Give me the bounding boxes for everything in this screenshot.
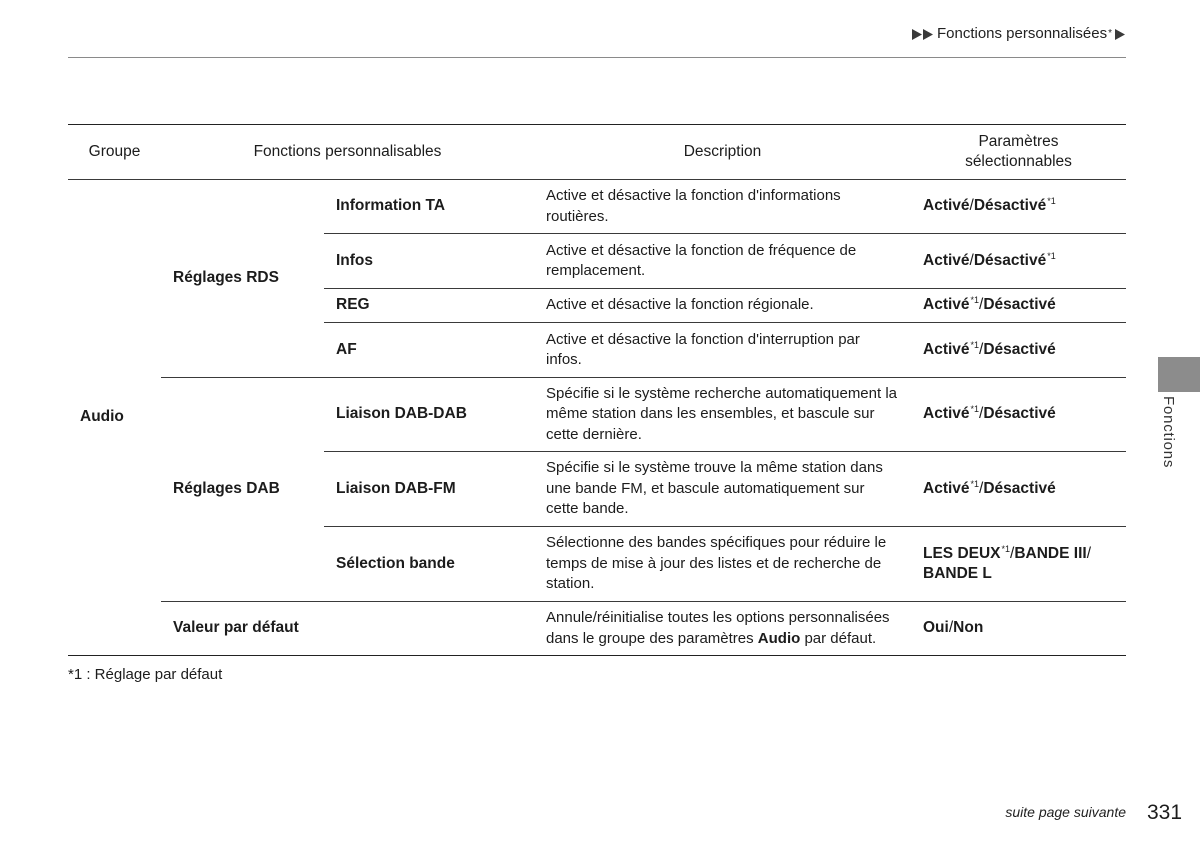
setting-option: Désactivé xyxy=(973,251,1047,269)
continued-note: suite page suivante xyxy=(1005,804,1126,820)
function-description xyxy=(534,289,911,323)
footnote: *1 : Réglage par défaut xyxy=(68,666,223,683)
description-line: infos. xyxy=(546,351,582,368)
default-mark: *1 xyxy=(1001,543,1011,554)
function-settings xyxy=(911,602,1126,656)
default-mark: *1 xyxy=(970,339,980,350)
table-row xyxy=(68,180,1126,234)
setting-separator: / xyxy=(948,619,954,637)
right-triangle-icon xyxy=(1114,29,1126,40)
section-cell-rds: Réglages RDS xyxy=(161,180,324,378)
setting-option: Désactivé xyxy=(983,296,1056,314)
setting-option: Activé xyxy=(923,251,970,269)
table-row xyxy=(68,378,1126,452)
setting-separator: / xyxy=(969,251,974,269)
description-line: temps de mise à jour des listes et de recherche de xyxy=(546,554,882,572)
function-description xyxy=(534,602,911,656)
function-name: Sélection bande xyxy=(324,527,534,602)
description-line: Spécifie si le système recherche automatiquement la xyxy=(546,384,898,402)
setting-separator: / xyxy=(979,479,984,497)
table-row xyxy=(68,602,1126,656)
function-settings xyxy=(911,452,1126,527)
description-text: par défaut. xyxy=(800,629,877,647)
description-line: cette dernière. xyxy=(546,425,642,443)
function-description xyxy=(534,323,911,378)
default-mark: *1 xyxy=(970,478,980,489)
default-mark: *1 xyxy=(1047,196,1056,207)
header-settings xyxy=(911,125,1126,180)
description-line: Active et désactive la fonction d'informations xyxy=(546,187,841,204)
default-mark: *1 xyxy=(970,295,980,306)
breadcrumb-label: Fonctions personnalisées xyxy=(936,25,1108,42)
function-description xyxy=(534,527,911,602)
setting-option: Activé xyxy=(923,340,970,358)
setting-option: Désactivé xyxy=(973,197,1047,215)
default-mark: *1 xyxy=(970,404,980,415)
description-text: dans le groupe des paramètres xyxy=(546,629,758,647)
header-settings-line: Paramètres xyxy=(978,132,1059,150)
function-settings xyxy=(911,527,1126,602)
side-tab xyxy=(1158,357,1200,392)
setting-option: Activé xyxy=(923,405,970,423)
setting-separator: / xyxy=(979,405,984,423)
group-cell: Audio xyxy=(68,180,161,656)
setting-option: Désactivé xyxy=(983,479,1056,497)
description-line: Active et désactive la fonction de fréquence de xyxy=(546,241,857,259)
function-description xyxy=(534,378,911,452)
function-name: AF xyxy=(324,323,534,378)
description-emphasis: Audio xyxy=(757,629,801,647)
setting-option: LES DEUX xyxy=(923,544,1001,562)
section-cell-dab: Réglages DAB xyxy=(161,378,324,602)
setting-option: Activé xyxy=(923,479,970,497)
description-line: remplacement. xyxy=(546,262,646,279)
description-line: Active et désactive la fonction régionale. xyxy=(546,296,814,314)
description-line: routières. xyxy=(546,207,609,225)
header-divider xyxy=(68,57,1126,58)
header-description: Description xyxy=(534,125,911,180)
function-name: Liaison DAB-DAB xyxy=(324,378,534,452)
function-name: Information TA xyxy=(324,180,534,234)
setting-option: Non xyxy=(953,619,984,637)
setting-separator: / xyxy=(969,197,974,215)
description-line: cette bande. xyxy=(546,500,629,518)
table-header-row xyxy=(68,125,1126,180)
section-cell-default: Valeur par défaut xyxy=(161,602,534,656)
header-settings-line: sélectionnables xyxy=(965,153,1072,170)
header-functions: Fonctions personnalisables xyxy=(161,125,534,180)
description-line: une bande FM, et bascule automatiquement sur xyxy=(546,479,865,497)
function-name: REG xyxy=(324,289,534,323)
description-line: Sélectionne des bandes spécifiques pour réduire le xyxy=(546,534,887,552)
description-line: station. xyxy=(546,575,595,593)
side-tab-label: Fonctions xyxy=(1160,396,1177,469)
function-name: Liaison DAB-FM xyxy=(324,452,534,527)
function-description xyxy=(534,452,911,527)
setting-option: BANDE III xyxy=(1014,544,1087,562)
setting-separator: / xyxy=(979,296,984,314)
function-settings xyxy=(911,234,1126,289)
function-settings xyxy=(911,378,1126,452)
function-description xyxy=(534,180,911,234)
function-settings xyxy=(911,289,1126,323)
header-group: Groupe xyxy=(68,125,161,180)
setting-option: Désactivé xyxy=(983,405,1056,423)
description-line: Annule/réinitialise toutes les options personnalisées xyxy=(546,609,890,626)
setting-option: BANDE L xyxy=(923,565,992,582)
page-number: 331 xyxy=(1147,801,1183,824)
table-body xyxy=(68,180,1126,656)
setting-separator: / xyxy=(979,340,984,358)
description-line: Active et désactive la fonction d'interruption par xyxy=(546,330,860,348)
setting-option: Activé xyxy=(923,197,970,215)
function-description xyxy=(534,234,911,289)
function-settings xyxy=(911,180,1126,234)
table-head xyxy=(68,125,1126,180)
description-line: Spécifie si le système trouve la même station dans xyxy=(546,459,883,477)
custom-functions-table xyxy=(68,124,1126,656)
description-line: même station dans les ensembles, et bascule sur xyxy=(546,405,875,423)
function-name: Infos xyxy=(324,234,534,289)
breadcrumb: Fonctions personnalisées * xyxy=(912,24,1126,44)
setting-separator: / xyxy=(1010,544,1015,562)
double-right-triangle-icon xyxy=(912,29,934,40)
setting-option: Désactivé xyxy=(983,340,1056,358)
setting-option: Oui xyxy=(923,619,949,637)
setting-option: Activé xyxy=(923,296,970,314)
default-mark: *1 xyxy=(1047,250,1056,261)
setting-separator: / xyxy=(1086,544,1091,562)
function-settings xyxy=(911,323,1126,378)
